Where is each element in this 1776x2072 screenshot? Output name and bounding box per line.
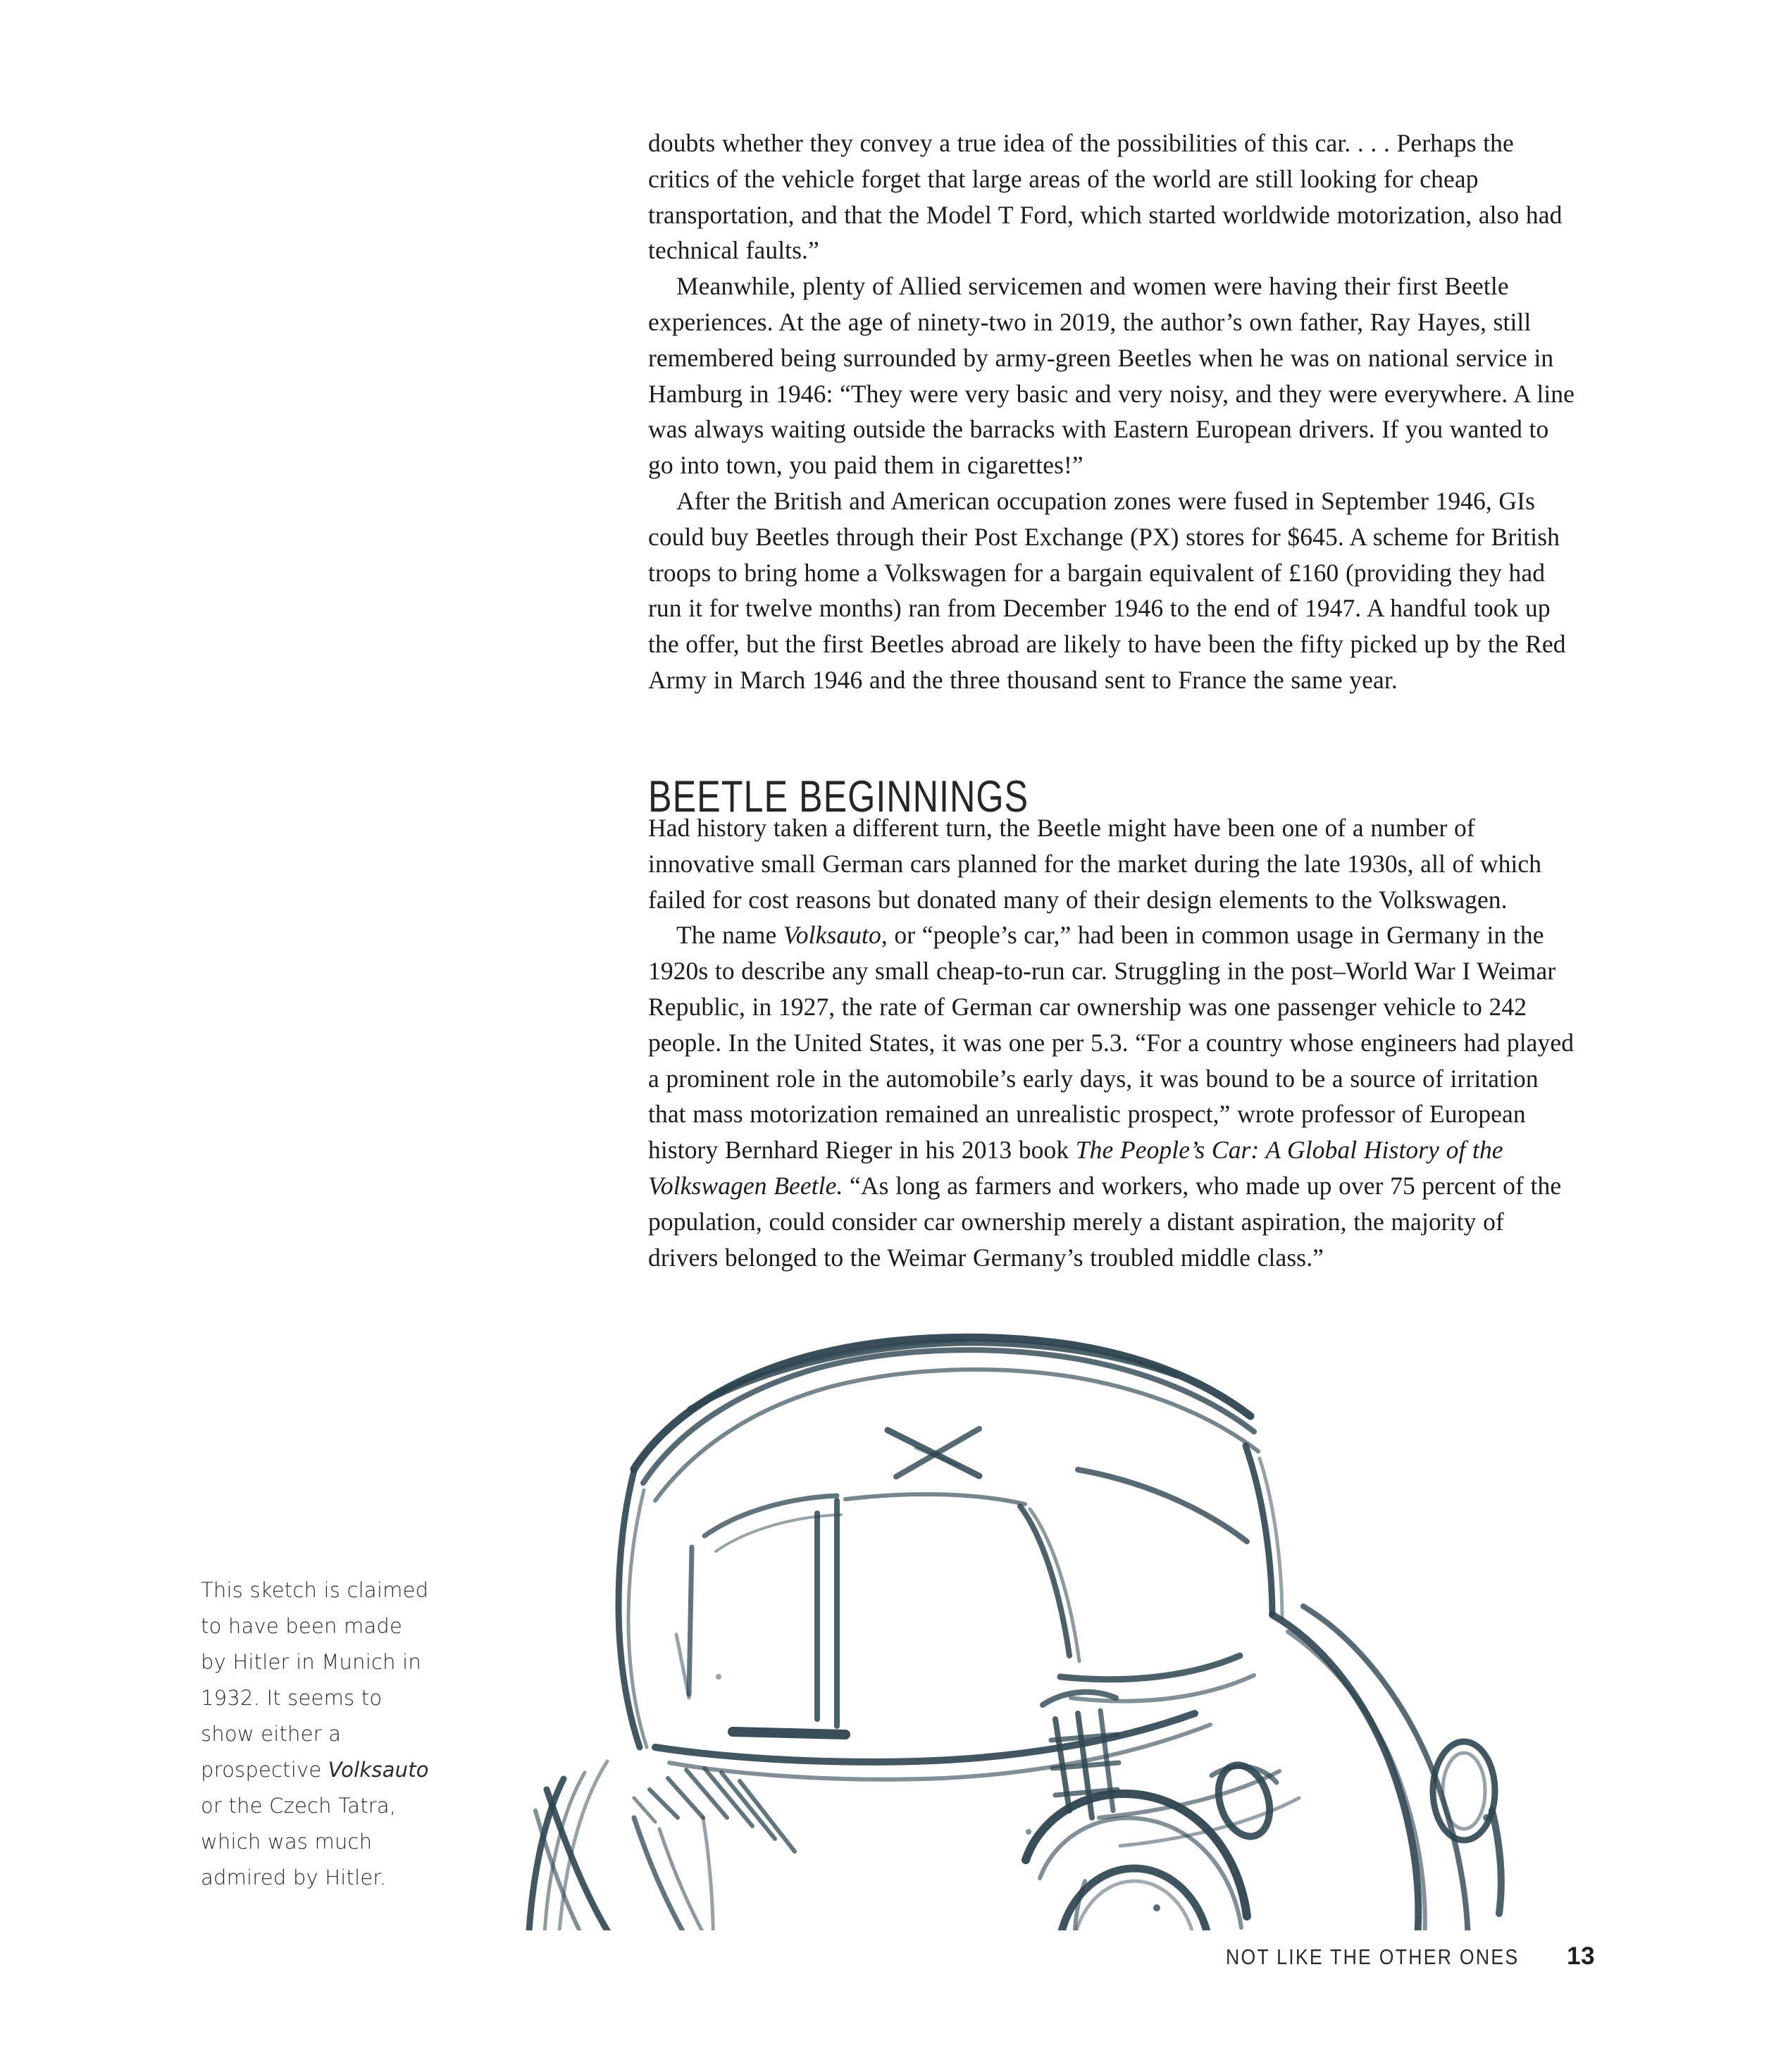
page-footer: [1226, 1942, 1596, 1971]
paragraph-2: Meanwhile, plenty of Allied servicemen and women were having their first Beetle experiences. At the age of ninety-two in 2019, the author’s own father, Ray Hayes, still remembered being surrounded by army-green Beetles when he was on national service in Hamburg in 1946: “They were very basic and very noisy, and they were everywhere. A line was always waiting outside the barracks with Eastern European drivers. If you wanted to go into town, you paid them in cigarettes!”: [648, 272, 1575, 480]
section-heading: BEETLE BEGINNINGS: [648, 772, 1029, 822]
footer-chapter-title: NOT LIKE THE OTHER ONES: [1226, 1944, 1520, 1969]
paragraph-5: [648, 917, 1579, 1275]
paragraph-3: After the British and American occupation zones were fused in September 1946, GIs could buy Beetles through their Post Exchange (PX) stores for $645. A scheme for British troops to bring home a Volkswagen for a bargain equivalent of £160 (providing they had run it for twelve months) ran from December 1946 to the end of 1947. A handful took up the offer, but the first Beetles abroad are likely to have been the fifty picked up by the Red Army in March 1946 and the three thousand sent to France the same year.: [648, 486, 1566, 694]
caption-part-1: This sketch is claimed to have been made by Hitler in Munich in 1932. It seems to show either a prospective: [201, 1578, 429, 1782]
paragraph-4: Had history taken a different turn, the Beetle might have been one of a number of innovative small German cars planned for the market during the late 1930s, all of which failed for cost reasons but donated many of their design elements to the Volkswagen.: [648, 814, 1542, 914]
main-text-column: [648, 125, 1579, 698]
paragraph-5-part-2: , or “people’s car,” had been in common usage in Germany in the 1920s to describe any small cheap-to-run car. Struggling in the post–World War I Weimar Republic, in 1927, the rate of German car ownership was one passenger vehicle to 242 people. In the United States, it was one per 5.3. “For a country whose engineers had played a prominent role in the automobile’s early days, it was bound to be a source of irritation that mass motorization remained an unrealistic prospect,” wrote professor of European history Bernhard Rieger in his 2013 book: [648, 921, 1575, 1165]
paragraph-5-part-1: The name: [676, 921, 783, 950]
main-text-column-lower: [648, 810, 1579, 1275]
beetle-sketch-illustration: [423, 1325, 1620, 1930]
caption-italic-volksauto: Volksauto: [328, 1758, 429, 1782]
paragraph-5-italic-volksauto: Volksauto: [783, 921, 881, 950]
paragraph-5-italic-book-title: The People’s Car: A Global History of the Volkswagen Beetle.: [648, 1136, 1503, 1200]
figure-caption: [201, 1572, 433, 1896]
beetle-sketch-svg: [423, 1325, 1620, 1930]
caption-part-2: or the Czech Tatra, which was much admired by Hitler.: [201, 1794, 397, 1890]
paragraph-1: doubts whether they convey a true idea of the possibilities of this car. . . . Perhaps the critics of the vehicle forget that large areas of the world are still looking for cheap transportation, and that the Model T Ford, which started worldwide motorization, also had technical faults.”: [648, 129, 1563, 265]
footer-page-number: 13: [1567, 1942, 1596, 1970]
paragraph-5-part-3: “As long as farmers and workers, who made up over 75 percent of the population, could consider car ownership merely a distant aspiration, the majority of drivers belonged to the Weimar Germany’s troubled middle class.”: [648, 1171, 1562, 1272]
